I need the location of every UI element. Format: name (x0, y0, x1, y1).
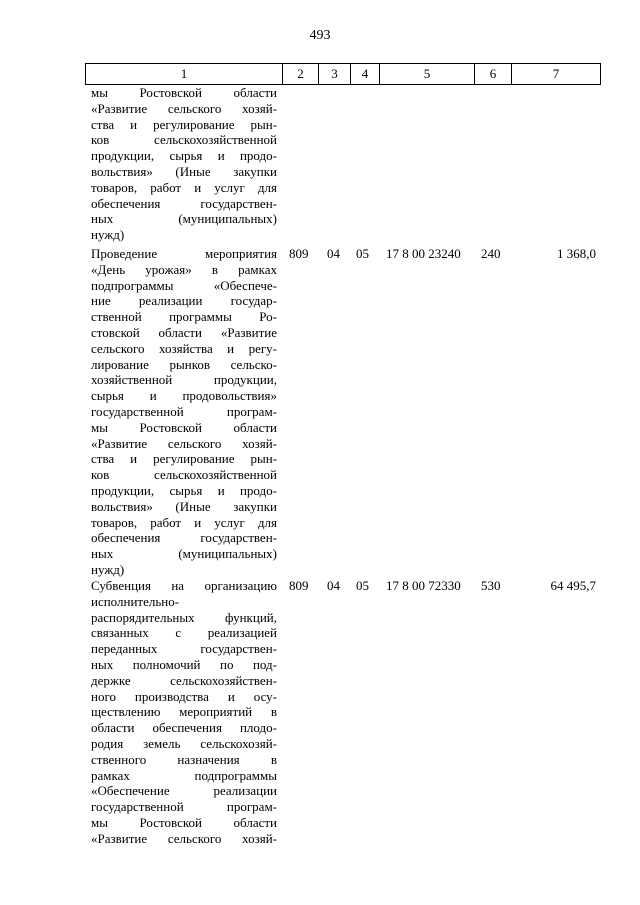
description-line: Субвенция на организацию (91, 578, 277, 593)
description-line: Проведение мероприятия (91, 246, 277, 261)
description-line: ществлению мероприятий в (91, 704, 277, 720)
header-col-2: 2 (282, 63, 319, 85)
description-line: мы Ростовской области (91, 814, 277, 830)
cell-col-5: 17 8 00 72330 (386, 578, 461, 593)
description-line: ков сельскохозяйственной (91, 132, 277, 148)
cell-col-6: 530 (481, 578, 501, 593)
description-line: продукции, сырья и продо- (91, 148, 277, 164)
description-line: сырья и продовольствия» (91, 388, 277, 404)
description-line: продукции, сырья и продо- (91, 482, 277, 498)
description-line: сельского хозяйства и регу- (91, 340, 277, 356)
cell-col-4: 05 (356, 246, 369, 261)
description-line: вольствия» (Иные закупки (91, 163, 277, 179)
description-line: обеспечения государствен- (91, 195, 277, 211)
description-line: мы Ростовской области (91, 85, 277, 100)
description-line: лирование рынков сельско- (91, 356, 277, 372)
description-line: области обеспечения плодо- (91, 720, 277, 736)
description-line: «Обеспечение реализации (91, 783, 277, 799)
description-line: ных (муниципальных) (91, 211, 277, 227)
description-line: ства и регулирование рын- (91, 451, 277, 467)
header-col-4: 4 (350, 63, 380, 85)
description-line: ных полномочий по под- (91, 656, 277, 672)
description-line: ков сельскохозяйственной (91, 467, 277, 483)
description-line: мы Ростовской области (91, 419, 277, 435)
cell-col-7: 1 368,0 (557, 246, 596, 261)
description-line: хозяйственной продукции, (91, 372, 277, 388)
description-line: вольствия» (Иные закупки (91, 498, 277, 514)
description-line: нужд) (91, 227, 125, 243)
description-line: «Развитие сельского хозяй- (91, 830, 277, 846)
page-number: 493 (309, 28, 331, 43)
cell-col-4: 05 (356, 578, 369, 593)
cell-col-2: 809 (289, 578, 309, 593)
description-line: государственной програм- (91, 799, 277, 815)
cell-col-2: 809 (289, 246, 309, 261)
header-col-5: 5 (379, 63, 475, 85)
header-col-1: 1 (85, 63, 283, 85)
description-line: ных (муниципальных) (91, 546, 277, 562)
description-line: стовской области «Развитие (91, 324, 277, 340)
description-line: обеспечения государствен- (91, 530, 277, 546)
row-description (91, 85, 277, 243)
description-line: ного производства и осу- (91, 688, 277, 704)
description-line: родия земель сельскохозяй- (91, 735, 277, 751)
description-line: ственного назначения в (91, 751, 277, 767)
cell-col-3: 04 (327, 578, 340, 593)
row-description (91, 246, 277, 578)
description-line: распорядительных функций, (91, 609, 277, 625)
row-description (91, 578, 277, 847)
cell-col-3: 04 (327, 246, 340, 261)
description-line: исполнительно- (91, 593, 180, 609)
header-col-3: 3 (318, 63, 351, 85)
cell-col-5: 17 8 00 23240 (386, 246, 461, 261)
description-line: товаров, работ и услуг для (91, 514, 277, 530)
description-line: связанных с реализацией (91, 625, 277, 641)
description-line: ние реализации государ- (91, 293, 277, 309)
cell-col-7: 64 495,7 (550, 578, 596, 593)
description-line: «Развитие сельского хозяй- (91, 100, 277, 116)
header-col-7: 7 (511, 63, 601, 85)
description-line: ства и регулирование рын- (91, 116, 277, 132)
description-line: нужд) (91, 561, 125, 577)
description-line: переданных государствен- (91, 641, 277, 657)
description-line: держке сельскохозяйствен- (91, 672, 277, 688)
description-line: «Развитие сельского хозяй- (91, 435, 277, 451)
description-line: ственной программы Ро- (91, 309, 277, 325)
description-line: подпрограммы «Обеспече- (91, 277, 277, 293)
description-line: рамках подпрограммы (91, 767, 277, 783)
description-line: товаров, работ и услуг для (91, 179, 277, 195)
description-line: «День урожая» в рамках (91, 261, 277, 277)
cell-col-6: 240 (481, 246, 501, 261)
header-col-6: 6 (474, 63, 512, 85)
description-line: государственной програм- (91, 403, 277, 419)
